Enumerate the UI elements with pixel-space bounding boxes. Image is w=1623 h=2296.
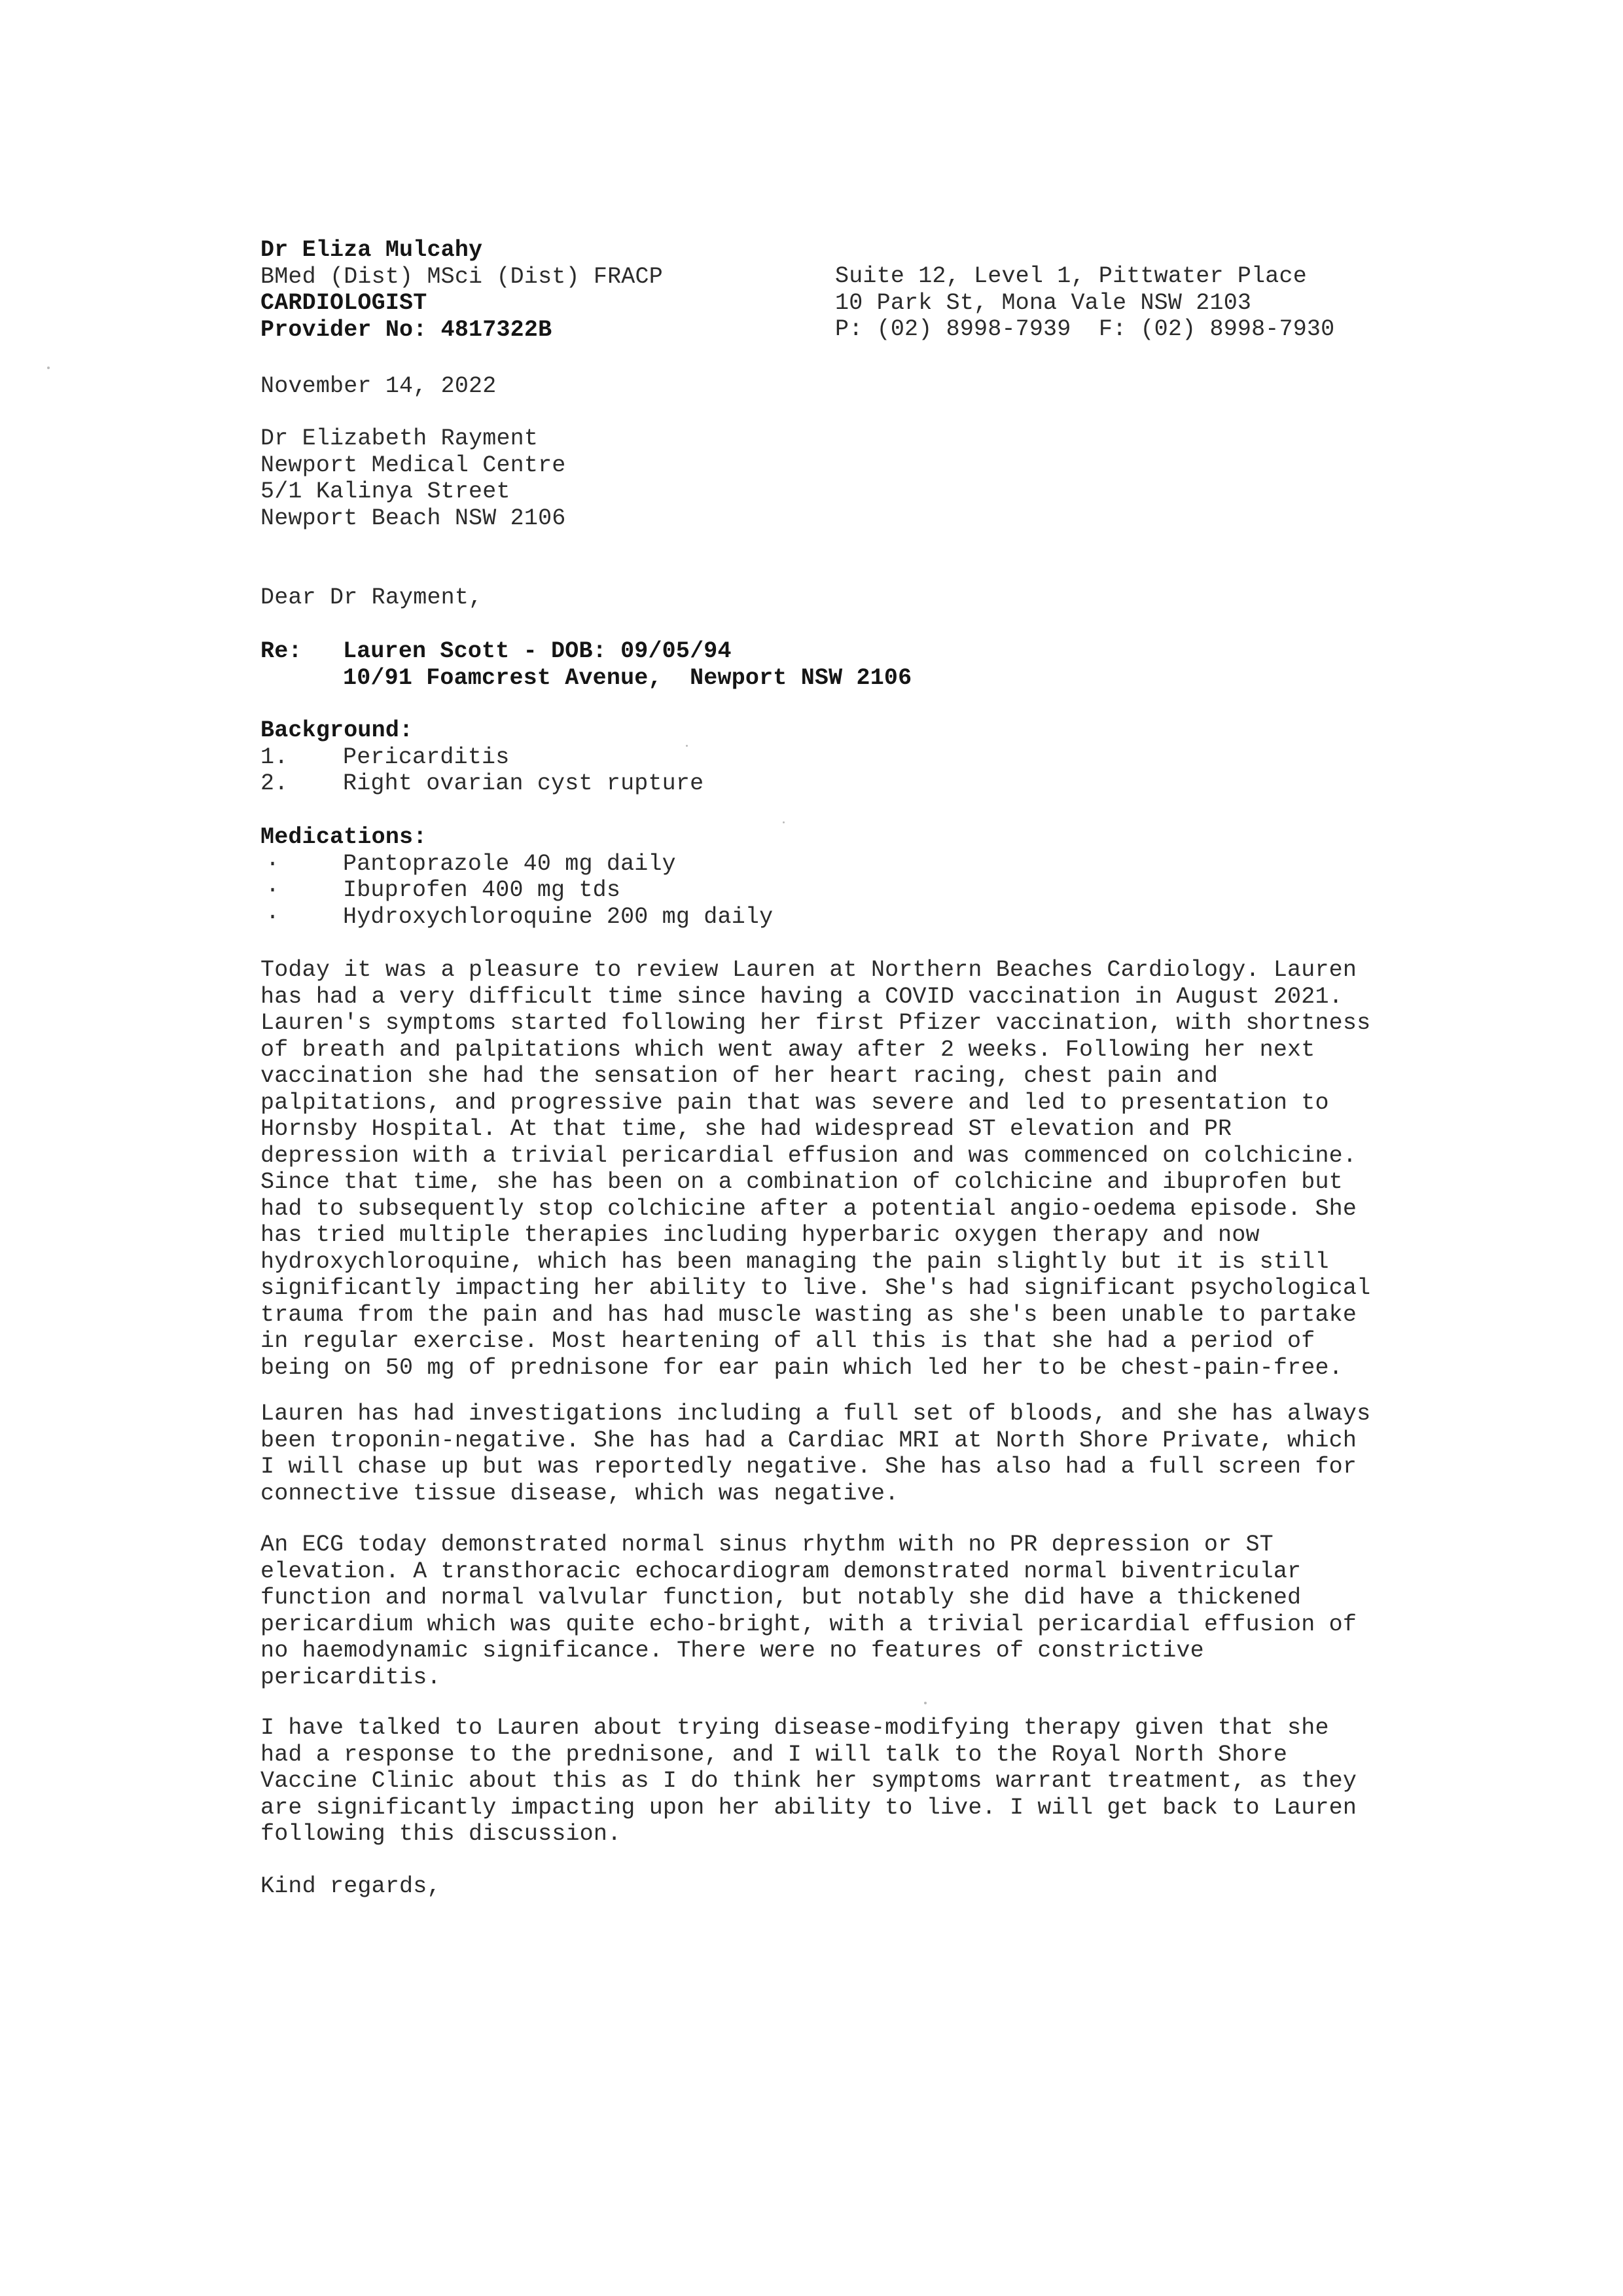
re-patient-address: 10/91 Foamcrest Avenue, Newport NSW 2106 xyxy=(343,664,912,691)
list-item xyxy=(260,770,704,797)
address-line-2: 10 Park St, Mona Vale NSW 2103 xyxy=(835,289,1252,316)
text-line: Since that time, she has been on a combination of colchicine and ibuprofen but xyxy=(260,1169,1343,1195)
text-line: been troponin-negative. She has had a Cardiac MRI at North Shore Private, which xyxy=(260,1427,1357,1454)
bullet: · xyxy=(266,850,280,877)
text-line: are significantly impacting upon her ability to live. I will get back to Lauren xyxy=(260,1794,1357,1821)
item-text: Right ovarian cyst rupture xyxy=(343,770,704,797)
text-line: trauma from the pain and has had muscle wasting as she's been unable to partake xyxy=(260,1301,1357,1328)
text-line: vaccination she had the sensation of her heart racing, chest pain and xyxy=(260,1063,1219,1089)
text-line: in regular exercise. Most heartening of all this is that she had a period of xyxy=(260,1328,1315,1354)
text-line: connective tissue disease, which was negative. xyxy=(260,1480,899,1507)
list-item xyxy=(260,904,773,931)
address-line-3: P: (02) 8998-7939 F: (02) 8998-7930 xyxy=(835,316,1335,342)
background-section xyxy=(260,717,704,797)
medication-text: Ibuprofen 400 mg tds xyxy=(343,877,621,903)
recipient-block xyxy=(260,425,565,531)
text-line: no haemodynamic significance. There were no features of constrictive xyxy=(260,1638,1204,1664)
scan-speck xyxy=(47,367,50,369)
address-line-1: Suite 12, Level 1, Pittwater Place xyxy=(835,263,1307,289)
text-line: I will chase up but was reportedly negative. She has also had a full screen for xyxy=(260,1454,1357,1480)
text-line: pericarditis. xyxy=(260,1664,441,1691)
text-line: significantly impacting her ability to live. She's had significant psychological xyxy=(260,1275,1371,1301)
text-line: being on 50 mg of prednisone for ear pain which led her to be chest-pain-free. xyxy=(260,1354,1343,1381)
sender-name: Dr Eliza Mulcahy xyxy=(260,237,483,263)
text-line: I have talked to Lauren about trying disease-modifying therapy given that she xyxy=(260,1715,1329,1741)
text-line: Lauren has had investigations including a full set of bloods, and she has always xyxy=(260,1401,1371,1427)
text-line: Today it was a pleasure to review Lauren at Northern Beaches Cardiology. Lauren xyxy=(260,957,1357,983)
text-line: hydroxychloroquine, which has been managing the pain slightly but it is still xyxy=(260,1248,1329,1275)
text-line: has had a very difficult time since having a COVID vaccination in August 2021. xyxy=(260,983,1343,1010)
text-line: An ECG today demonstrated normal sinus rhythm with no PR depression or ST xyxy=(260,1532,1274,1558)
greeting: Dear Dr Rayment, xyxy=(260,584,483,611)
item-number: 1. xyxy=(260,744,289,770)
paragraph-investigations xyxy=(260,1401,1452,1507)
paragraph-plan xyxy=(260,1715,1452,1848)
text-line: had to subsequently stop colchicine after a potential angio-oedema episode. She xyxy=(260,1195,1357,1222)
re-patient: Lauren Scott - DOB: 09/05/94 xyxy=(343,638,732,664)
sender-block xyxy=(260,237,663,343)
recipient-street: 5/1 Kalinya Street xyxy=(260,478,510,505)
scan-speck xyxy=(783,821,785,823)
text-line: of breath and palpitations which went away after 2 weeks. Following her next xyxy=(260,1036,1315,1063)
text-line: depression with a trivial pericardial effusion and was commenced on colchicine. xyxy=(260,1142,1357,1169)
text-line: Hornsby Hospital. At that time, she had widespread ST elevation and PR xyxy=(260,1116,1232,1142)
re-block xyxy=(260,638,912,691)
medications-section xyxy=(260,824,773,930)
paragraph-history xyxy=(260,957,1452,1381)
medication-text: Hydroxychloroquine 200 mg daily xyxy=(343,903,774,930)
bullet: · xyxy=(266,903,280,930)
sender-qualifications: BMed (Dist) MSci (Dist) FRACP xyxy=(260,263,663,290)
recipient-suburb: Newport Beach NSW 2106 xyxy=(260,505,566,531)
text-line: Vaccine Clinic about this as I do think her symptoms warrant treatment, as they xyxy=(260,1768,1357,1794)
scan-speck xyxy=(924,1702,927,1704)
recipient-practice: Newport Medical Centre xyxy=(260,452,566,478)
text-line: has tried multiple therapies including hyperbaric oxygen therapy and now xyxy=(260,1222,1260,1248)
medications-heading: Medications: xyxy=(260,824,427,850)
sender-title: CARDIOLOGIST xyxy=(260,290,427,316)
text-line: elevation. A transthoracic echocardiogram demonstrated normal biventricular xyxy=(260,1558,1302,1585)
text-line: Lauren's symptoms started following her first Pfizer vaccination, with shortness xyxy=(260,1010,1371,1036)
recipient-name: Dr Elizabeth Rayment xyxy=(260,425,539,452)
text-line: palpitations, and progressive pain that was severe and led to presentation to xyxy=(260,1089,1329,1116)
text-line: function and normal valvular function, but notably she did have a thickened xyxy=(260,1585,1302,1611)
re-label: Re: xyxy=(260,638,302,664)
text-line: pericardium which was quite echo-bright, with a trivial pericardial effusion of xyxy=(260,1611,1357,1638)
background-heading: Background: xyxy=(260,717,414,744)
item-number: 2. xyxy=(260,770,289,797)
item-text: Pericarditis xyxy=(343,744,510,770)
text-line: following this discussion. xyxy=(260,1821,622,1847)
paragraph-findings xyxy=(260,1532,1452,1691)
medication-text: Pantoprazole 40 mg daily xyxy=(343,850,676,877)
sender-provider-number: Provider No: 4817322B xyxy=(260,316,552,343)
letter-date: November 14, 2022 xyxy=(260,373,497,399)
practice-address xyxy=(835,263,1334,343)
bullet: · xyxy=(266,877,280,903)
re-patient-line xyxy=(260,638,912,665)
list-item xyxy=(260,877,773,904)
text-line: had a response to the prednisone, and I will talk to the Royal North Shore xyxy=(260,1741,1288,1768)
list-item xyxy=(260,744,704,771)
closing: Kind regards, xyxy=(260,1873,441,1899)
list-item xyxy=(260,851,773,878)
scan-speck xyxy=(686,745,688,747)
